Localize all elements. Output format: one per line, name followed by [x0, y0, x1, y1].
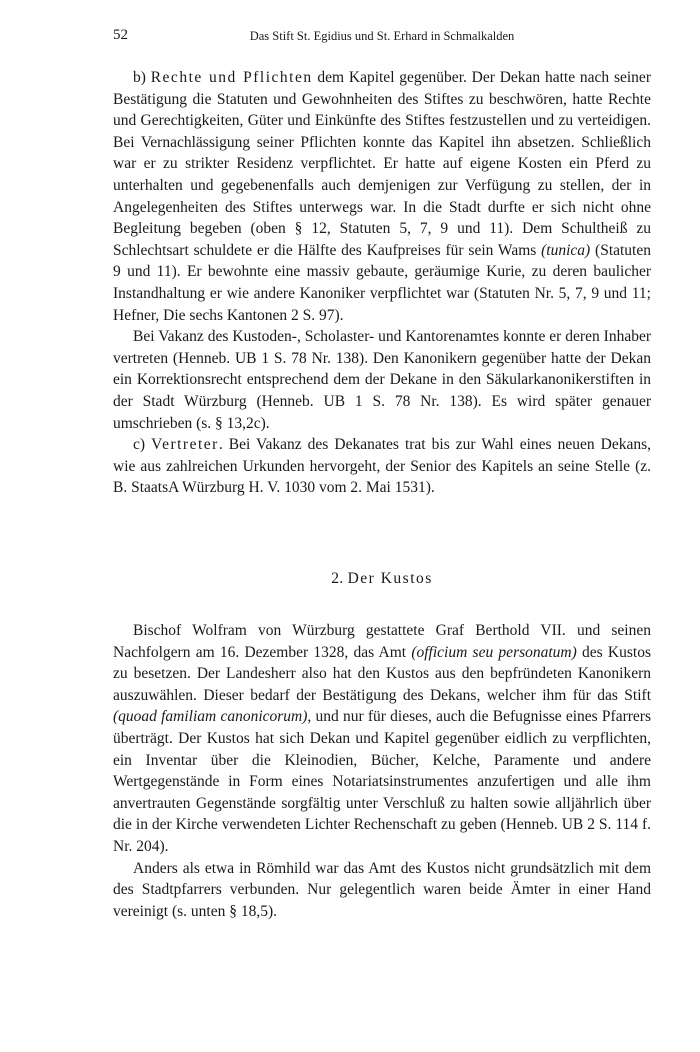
paragraph-text: des Kustos zu besetzen. Der Landesherr also hat den Kustos aus den bepfründeten Kanonikern auszuwählen. Dieser bedarf der Bestätigung des Dekans, welcher ihm für das Stift: [113, 643, 651, 704]
paragraph: [113, 858, 651, 923]
paragraph-text: (Statuten 9 und 11). Er bewohnte eine massiv gebaute, geräumige Kurie, zu deren baulicher Instandhaltung er wie andere Kanoniker verpflichtet war (Statuten Nr. 5, 7, 9 und 11; Hefner, Die sechs Kantonen 2 S. 97).: [113, 241, 651, 324]
item-marker: c): [133, 436, 152, 454]
paragraph-text: Anders als etwa in Römhild war das Amt des Kustos nicht grundsätzlich mit dem des Stadtpfarrers verbunden. Nur gelegentlich waren beide Ämter in einer Hand vereinigt (s. unten § 18,5).: [113, 859, 651, 920]
paragraph-text: dem Kapitel gegenüber. Der Dekan hatte nach seiner Bestätigung die Statuten und Gewohnheiten des Stiftes zu beschwören, hatte Rechte und Gerechtigkeiten, Güter und Einkünfte des Stiftes festzustellen und zu verteidigen. Bei Vernachlässigung seiner Pflichten konnte das Kapitel ihn absetzen. Schließlich war er zu strikter Residenz verpflichtet. Er hatte auf eigene Kosten ein Pferd zu unterhalten und gegebenenfalls auch demjenigen zur Verfügung zu stellen, der in Angelegenheiten des Stiftes unterwegs war. In die Stadt durfte er sich nicht ohne Begleitung begeben (oben § 12, Statuten 5, 7, 9 und 11). Dem Schultheiß zu Schlechtsart schuldete er die Hälfte des Kaufpreises für sein Wams: [113, 69, 651, 259]
section-number: 2.: [331, 570, 348, 587]
running-title: Das Stift St. Egidius und St. Erhard in Schmalkalden: [249, 29, 515, 43]
italic-term: (tunica): [541, 241, 591, 259]
page-header: [113, 27, 651, 47]
italic-term: (quoad familiam canonicorum): [113, 708, 308, 726]
paragraph-text: . Bei Vakanz des Dekanates trat bis zur Wahl eines neuen Dekans, wie aus zahlreichen Urkunden hervorgeht, der Senior des Kapitels an seine Stelle (z. B. StaatsA Würzburg H. V. 1030 vom 2. Mai 1531).: [113, 436, 651, 497]
section-heading: [113, 570, 651, 588]
paragraph-text: Bischof Wolfram von Würzburg gestattete Graf Berthold VII. und seinen Nachfolgern am 16. Dezember 1328, das Amt: [113, 622, 651, 661]
paragraph-text: Bei Vakanz des Kustoden-, Scholaster- und Kantorenamtes konnte er deren Inhaber vertreten (Henneb. UB 1 S. 78 Nr. 138). Den Kanonikern gegenüber hatte der Dekan ein Korrektionsrecht entsprechend dem der Dekane in den Säkularkanonikerstiften in der Stadt Würzburg (Henneb. UB 1 S. 78 Nr. 138). Es wird später genauer umschrieben (s. § 13,2c).: [113, 328, 651, 432]
section-kustos-text: [113, 620, 651, 922]
italic-term: (officium seu personatum): [411, 643, 577, 661]
paragraph: [113, 434, 651, 499]
section-title: Der Kustos: [347, 570, 433, 587]
paragraph: [113, 326, 651, 434]
paragraph-text: , und nur für dieses, auch die Befugnisse eines Pfarrers überträgt. Der Kustos hat sich Dekan und Kapitel gegenüber eidlich zu verpflichten, ein Inventar über die Kleinodien, Bücher, Kelche, Paramente und andere Wertgegenstände in Form eines Notariatsinstrumentes anzufertigen und alle ihm anvertrauten Gegenstände sorgfältig unter Verschluß zu halten sowie alljährlich über die in der Kirche verwendeten Lichter Rechenschaft zu geben (Henneb. UB 2 S. 114 f. Nr. 204).: [113, 708, 651, 855]
paragraph: [113, 67, 651, 326]
spaced-heading: Vertreter: [151, 436, 219, 454]
section-dekan-text: [113, 67, 651, 499]
page-number: 52: [113, 27, 128, 43]
spaced-heading: Rechte und Pflichten: [150, 69, 313, 86]
item-marker: b): [133, 69, 151, 86]
paragraph: [113, 620, 651, 858]
